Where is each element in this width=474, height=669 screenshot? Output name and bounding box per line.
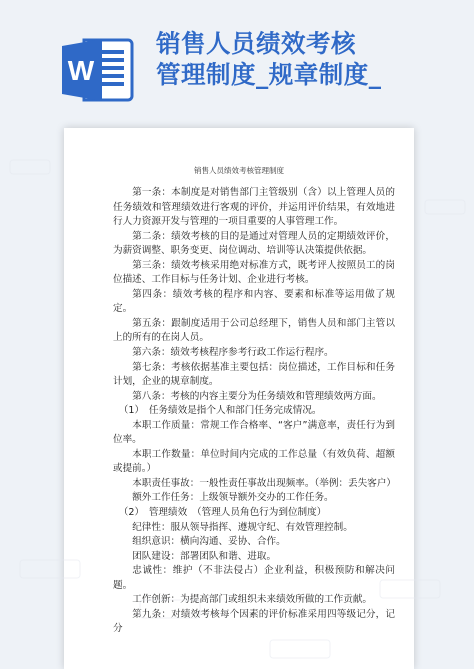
page-title-line1: 销售人员绩效考核 (156, 29, 356, 58)
document-paragraph: 本职责任事故：一般性责任事故出现频率。（举例：丢失客户） (132, 477, 397, 489)
word-document-icon (62, 36, 134, 104)
document-paragraph: 本职工作质量：常规工作合格率、“客户”满意率，责任行为到位率。 (113, 419, 395, 446)
document-paragraph: （2） 管理绩效 （管理人员角色行为到位制度） (118, 507, 327, 519)
document-page (64, 128, 414, 669)
preview-header (0, 0, 474, 110)
document-body (113, 186, 395, 637)
document-paragraph: 第二条：绩效考核的目的是通过对管理人员的定期绩效评价，为薪资调整、职务变更、岗位调动、培训等认决策提供依据。 (113, 230, 395, 257)
document-paragraph: 本职工作数量：单位时间内完成的工作总量（有效负荷、超额或提前。） (113, 448, 395, 475)
document-paragraph: 忠诚性：维护（不非法侵占）企业利益，积极预防和解决问题。 (113, 565, 395, 591)
document-title: 销售人员绩效考核管理制度 (194, 166, 284, 175)
word-logo-letter: W (67, 55, 95, 86)
document-paragraph: 第四条：绩效考核的程序和内容、要素和标准等运用做了规定。 (113, 288, 395, 315)
document-paragraph: 第七条：考核依据基准主要包括：岗位描述，工作目标和任务计划，企业的规章制度。 (113, 361, 395, 388)
document-paragraph: 第三条：绩效考核采用绝对标准方式，既考评人按照员工的岗位描述、工作目标与任务计划、企业进行考核。 (113, 259, 395, 286)
document-paragraph: 第九条：对绩效考核每个因素的评价标准采用四等级记分，记分 (113, 608, 395, 635)
document-paragraph: （1） 任务绩效是指个人和部门任务完成情况。 (118, 405, 322, 417)
document-paragraph: 组织意识：横向沟通、妥协、合作。 (132, 536, 286, 548)
document-paragraph: 第八条：考核的内容主要分为任务绩效和管理绩效两方面。 (132, 390, 382, 402)
document-paragraph: 纪律性：服从领导指挥、遵规守纪、有效管理控制。 (132, 521, 353, 533)
page-title (156, 28, 468, 90)
document-paragraph: 工作创新：为提高部门或组织未来绩效所做的工作贡献。 (132, 594, 373, 606)
document-paragraph: 额外工作任务：上级领导额外交办的工作任务。 (132, 492, 334, 504)
page-title-line2: 管理制度_规章制度_ (156, 60, 382, 89)
document-paragraph: 第一条：本制度是对销售部门主管级别（含）以上管理人员的任务绩效和管理绩效进行客观的评价，并运用评价结果，有效地进行人力资源开发与管理的一项目重要的人事管理工作。 (113, 187, 395, 228)
document-paragraph: 第五条：跟制度适用于公司总经理下，销售人员和部门主管以上的所有的在岗人员。 (113, 317, 395, 344)
document-paragraph: 团队建设：部署团队和谐、进取。 (132, 550, 277, 562)
document-paragraph: 第六条：绩效考核程序参考行政工作运行程序。 (132, 347, 334, 359)
